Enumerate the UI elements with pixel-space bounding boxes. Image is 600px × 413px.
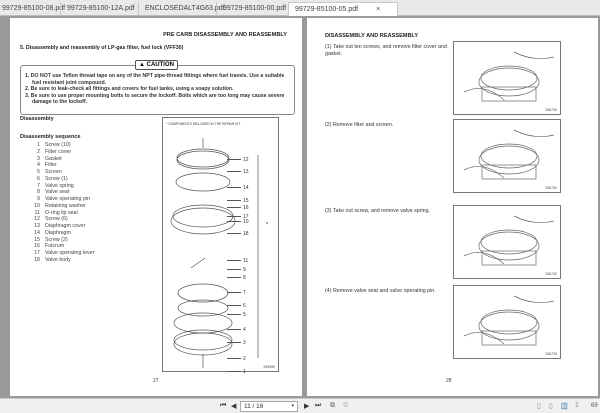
caution-box: [20, 62, 295, 115]
previous-page-icon[interactable]: ◀: [231, 403, 237, 410]
callout-number: 14: [243, 185, 249, 191]
sequence-number: 2: [37, 148, 40, 155]
pdf-toolbar: [0, 398, 600, 413]
close-icon[interactable]: ×: [376, 6, 381, 13]
tab-bar: [0, 0, 600, 16]
sequence-title: Disassembly sequence: [20, 134, 81, 140]
two-page-view-icon[interactable]: ◫: [561, 403, 568, 410]
page-number: 28: [446, 378, 452, 384]
diagram-callout: [227, 327, 246, 333]
step-illustration: [453, 285, 561, 359]
diagram-callout: [227, 312, 246, 318]
sequence-number: 6: [37, 175, 40, 182]
sequence-item: [28, 216, 94, 223]
caution-label: CAUTION: [146, 62, 174, 68]
sequence-label: Gasket: [45, 155, 62, 162]
sequence-number: 15: [34, 236, 40, 243]
diagram-callout: [227, 290, 246, 296]
sequence-label: Screw (6): [45, 216, 68, 223]
diagram-callout: [227, 267, 246, 273]
callout-number: 7: [243, 290, 246, 296]
illustration-drawing: [454, 206, 562, 280]
sequence-item: [28, 169, 94, 176]
section-title: 5. Disassembly and reassembly of LP-gas filter, fuel lock (VFF30): [20, 45, 184, 51]
figure-id: 206733: [545, 352, 557, 356]
sequence-label: Filter cover: [45, 148, 72, 155]
sequence-number: 5: [37, 169, 40, 175]
illustration-drawing: [454, 42, 562, 116]
sequence-label: Screw (2): [45, 236, 68, 243]
page-number: 27: [153, 378, 159, 384]
sequence-label: Filter: [45, 162, 57, 169]
sequence-label: Valve operating pin: [45, 196, 90, 202]
callout-number: 12: [243, 157, 249, 163]
sequence-label: Screw (1): [45, 175, 68, 182]
sequence-item: [28, 162, 94, 169]
sequence-item: [28, 250, 94, 257]
page-28: [307, 18, 598, 396]
callout-number: 9: [243, 267, 246, 273]
sequence-label: Screen: [45, 169, 62, 175]
sequence-label: Screw (10): [45, 142, 71, 148]
sequence-label: Retaining washer: [45, 202, 86, 209]
sequence-item: [28, 149, 94, 156]
sequence-label: Valve spring: [45, 182, 74, 189]
first-page-icon[interactable]: ⏮: [220, 402, 227, 409]
sequence-number: 16: [34, 243, 40, 250]
sequence-number: 9: [37, 196, 40, 202]
diagram-callout: [227, 340, 246, 346]
tab-label: ENCLOSEDALT4G63.pdf: [145, 5, 225, 12]
sequence-number: 4: [37, 162, 40, 169]
sequence-number: 13: [34, 223, 40, 229]
sequence-item: [28, 189, 94, 196]
chevron-down-icon[interactable]: ▾: [291, 403, 294, 409]
callout-number: 16: [243, 205, 249, 211]
diagram-callout: [227, 369, 246, 375]
callout-number: 17: [243, 214, 249, 220]
step-text: (4) Remove valve seat and valve operating pin.: [325, 288, 436, 294]
sequence-number: 17: [34, 250, 40, 256]
sequence-number: 12: [34, 216, 40, 223]
callout-number: 5: [243, 312, 246, 318]
diagram-callout: [227, 205, 249, 211]
step-illustration: [453, 205, 561, 279]
diagram-drawing: [163, 118, 280, 373]
diagram-note: * COMPONENTS INCLUDED IN THE REPAIR KIT.: [166, 122, 241, 126]
warning-icon: ▲: [139, 62, 145, 68]
sequence-label: Diaphragm cover: [45, 223, 86, 229]
sequence-number: 10: [34, 202, 40, 209]
sequence-label: Valve seat: [45, 189, 70, 196]
subheading: Disassembly: [20, 116, 54, 122]
step-illustration: [453, 119, 561, 193]
sequence-item: [28, 183, 94, 190]
sequence-label: O-ring lip seal: [45, 209, 78, 216]
diagram-callout: [227, 258, 248, 264]
repair-kit-star: *: [266, 222, 268, 228]
single-page-view-icon[interactable]: ▯: [537, 403, 541, 410]
step-illustration: [453, 41, 561, 115]
step-text: (3) Take out screw, and remove valve spring.: [325, 208, 431, 214]
last-page-icon[interactable]: ⏭: [315, 402, 322, 409]
step-text: (2) Remove filter and screen.: [325, 122, 394, 128]
sequence-item: [28, 156, 94, 163]
figure-id: 206731: [545, 186, 557, 190]
page-indicator: 11 / 16: [244, 403, 264, 410]
callout-number: 18: [243, 231, 249, 237]
sequence-item: [28, 203, 94, 210]
tab-label: 99729-85100-00.pdf: [223, 5, 287, 12]
callout-number: 15: [243, 198, 249, 204]
page-27: [10, 18, 302, 396]
sequence-number: 14: [34, 229, 40, 236]
sequence-number: 7: [37, 182, 40, 189]
figure-id: 205399: [263, 365, 275, 369]
diagram-callout: [227, 303, 246, 309]
illustration-drawing: [454, 286, 562, 360]
diagram-callout: [227, 169, 249, 175]
sequence-item: [28, 142, 94, 149]
diagram-callout: [227, 185, 249, 191]
sequence-item: [28, 230, 94, 237]
next-page-icon[interactable]: ▶: [304, 403, 310, 410]
rotate-icon[interactable]: ⧉: [330, 402, 335, 409]
callout-number: 11: [243, 258, 249, 264]
diagram-callout: [227, 219, 249, 225]
tab-label: 99729-85100-05.pdf: [295, 6, 359, 13]
diagram-callout: [227, 275, 246, 281]
callout-number: 6: [243, 303, 246, 309]
sequence-number: 1: [37, 142, 40, 148]
page-number-input[interactable]: [240, 401, 298, 412]
scroll-view-icon[interactable]: ‡: [575, 402, 579, 409]
caution-item: 1. DO NOT use Teflon thread tape on any of the NPT pipe-thread fittings where fuel travels. Use a suitable fuel resistant joint compound.: [25, 73, 285, 86]
figure-id: 206730: [545, 108, 557, 112]
callout-number: 10: [243, 219, 249, 225]
sequence-item: [28, 196, 94, 203]
diagram-callout: [227, 231, 249, 237]
diagram-callout: [227, 157, 249, 163]
callout-number: 2: [243, 356, 246, 362]
callout-number: 1: [243, 369, 246, 375]
caution-badge: [135, 60, 178, 70]
zoom-level[interactable]: 69: [591, 403, 598, 409]
tab-label: 99729-85100-12A.pdf: [67, 5, 135, 12]
figure-id: 206732: [545, 272, 557, 276]
sequence-number: 8: [37, 189, 40, 196]
sequence-item: [28, 176, 94, 183]
sequence-label: Fulcrum: [45, 243, 65, 250]
illustration-drawing: [454, 120, 562, 194]
tab-pdf-2[interactable]: [60, 2, 141, 16]
sequence-item: [28, 237, 94, 244]
tab-pdf-4[interactable]: [216, 2, 292, 16]
diagram-callout: [227, 198, 249, 204]
sequence-item: [28, 243, 94, 250]
caution-item: 3. Be sure to use proper mounting bolts to secure the lockoff. Bolts which are too long may cause severe damage to the lockoff.: [25, 92, 285, 106]
callout-number: 13: [243, 169, 249, 175]
sequence-number: 11: [34, 209, 40, 216]
page-header: DISASSEMBLY AND REASSEMBLY: [325, 33, 419, 39]
sequence-number: 18: [34, 256, 40, 263]
sequence-item: [28, 257, 94, 264]
callout-number: 3: [243, 340, 246, 346]
sequence-item: [28, 223, 94, 230]
step-text: (1) Take out ten screws, and remove filter cover and gasket.: [325, 44, 447, 57]
sequence-label: Valve body: [45, 256, 71, 263]
sequence-label: Valve operating lever: [45, 250, 95, 256]
sequence-item: [28, 210, 94, 217]
continuous-view-icon[interactable]: ▯: [549, 403, 553, 410]
callout-number: 8: [243, 275, 246, 281]
diagram-callout: [227, 356, 246, 362]
page-header: PRE CARB DISASSEMBLY AND REASSEMBLY: [163, 32, 287, 38]
exploded-diagram: [162, 117, 279, 375]
copy-icon[interactable]: ⧉: [343, 402, 348, 409]
sequence-label: Diaphragm: [45, 229, 71, 236]
caution-item: 2. Be sure to leak-check all fittings and covers for fuel tanks, using a soapy solution.: [25, 86, 234, 93]
tab-label: 99729-85100-08.pdf: [2, 5, 66, 12]
sequence-list: [28, 142, 94, 264]
callout-number: 4: [243, 327, 246, 333]
tab-pdf-5-active[interactable]: [288, 2, 398, 16]
sequence-number: 3: [37, 155, 40, 162]
